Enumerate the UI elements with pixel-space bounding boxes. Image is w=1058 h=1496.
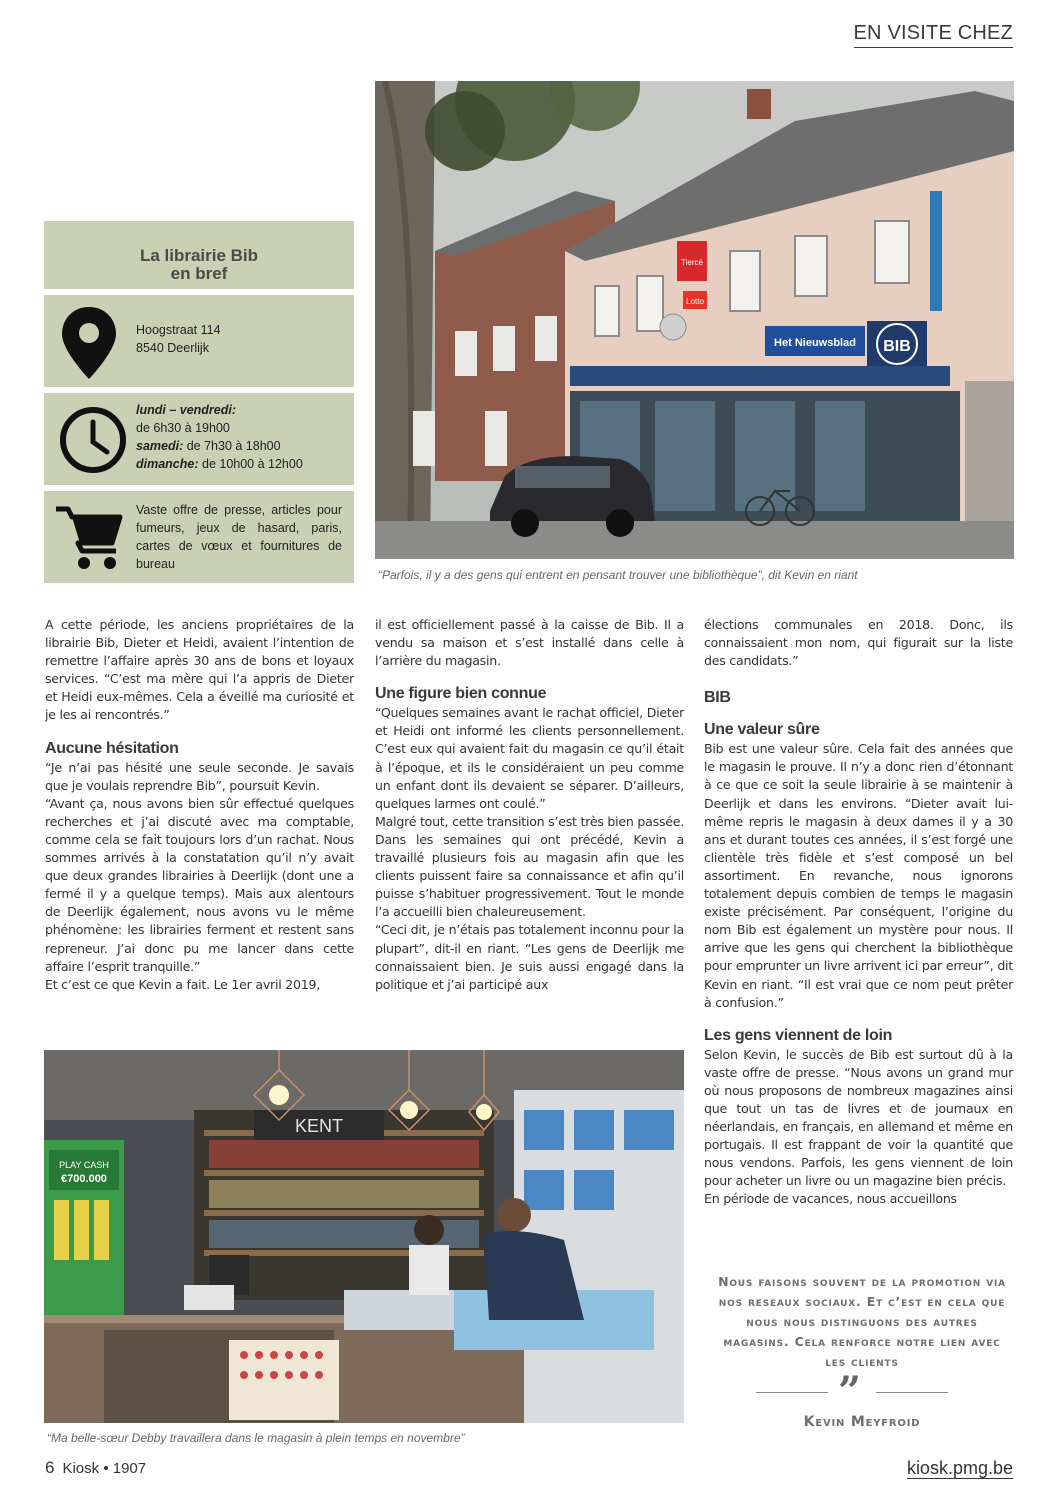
- footer-page-info: [45, 1458, 146, 1478]
- hours-sunday-label: dimanche:: [136, 457, 199, 471]
- col2-paragraph-2: “Quelques semaines avant le rachat officiel, Dieter et Heidi ont informé les clients personnellement. C’est eux qui avaient fait du magasin ce qu’il était à l’époque, et ils le considéraient un peu comme un enfant dont ils devaient se séparer. D’ailleurs, quelques larmes ont coulé.”: [375, 705, 684, 811]
- prize-sign: €700.000: [61, 1173, 107, 1185]
- col3-heading-2: Les gens viennent de loin: [704, 1026, 893, 1044]
- page-number: 6: [45, 1458, 55, 1477]
- col2-paragraph-4: “Ceci dit, je n’étais pas totalement inconnu pour la plupart”, dit-il en riant. “Les gens de Deerlijk me connaissaient bien. Je suis aussi engagé dans la politique et j’ai participé aux: [375, 922, 684, 992]
- col3-heading-1: Une valeur sûre: [704, 721, 820, 739]
- hours-saturday-label: samedi:: [136, 439, 184, 453]
- offer-text: Vaste offre de presse, articles pour fumeurs, jeux de hasard, paris, cartes de vœux et fournitures de bureau: [136, 503, 342, 571]
- storefront-caption: “Parfois, il y a des gens qui entrent en pensant trouver une bibliothèque”, dit Kevin en riant: [378, 568, 858, 582]
- hours-weekdays-label: lundi – vendredi:: [136, 403, 237, 417]
- magazine-issue: Kiosk • 1907: [62, 1460, 147, 1477]
- info-box: [44, 221, 354, 583]
- col3-paragraph-1: élections communales en 2018. Donc, ils connaissaient mon nom, qui figurait sur la liste des candidats.”: [704, 617, 1013, 669]
- col2-paragraph-3: Malgré tout, cette transition s’est très bien passée. Dans les semaines qui ont précédé, Kevin a travaillé plusieurs fois au magasin afin que les clients puissent faire sa connaissance et afin qu’il puisse s’habituer progressivement. Tout le monde l’a accueilli bien chaleureusement.: [375, 813, 684, 920]
- col3-paragraph-3: Selon Kevin, le succès de Bib est surtout dû à la vaste offre de presse. “Nous avons un grand mur où nous proposons de nombreux magazines ainsi que tout un tas de livres et de journaux en néerlandais, en français, en allemand et même en portugais. Il est frappant de voir la quantité que nous vendons. Parfois, les gens viennent de loin pour acheter un livre ou un magazine bien précis.: [704, 1046, 1013, 1189]
- article-column-1: [45, 616, 354, 994]
- address-block: [44, 295, 354, 387]
- hours-block: [44, 393, 354, 485]
- tierce-sign: Tiercé: [681, 258, 703, 267]
- info-title-line2: en bref: [170, 264, 228, 283]
- article-column-3: [704, 616, 1013, 1209]
- shopping-cart-icon: [54, 503, 126, 575]
- shop-interior-caption: “Ma belle-sœur Debby travaillera dans le magasin à plein temps en novembre”: [47, 1431, 465, 1445]
- col1-heading-1: Aucune hésitation: [45, 739, 179, 757]
- hours-saturday: de 7h30 à 18h00: [183, 439, 281, 453]
- address-street: Hoogstraat 114: [136, 323, 221, 337]
- col3-paragraph-4: En période de vacances, nous accueillons: [704, 1191, 957, 1207]
- hours-weekdays: de 6h30 à 19h00: [136, 421, 230, 435]
- het-nieuwsblad-sign: Het Nieuwsblad: [774, 337, 856, 349]
- website-link[interactable]: kiosk.pmg.be: [906, 1458, 1013, 1478]
- info-title-line1: La librairie Bib: [139, 246, 259, 265]
- col1-paragraph-3: “Avant ça, nous avons bien sûr effectué quelques recherches et j’ai discuté avec ma comptable, comme cela se fait toujours lors d’un rachat. Nous sommes arrivés à la constatation qu’il n’y avait que deux grandes librairies à Deerlijk (dont une a fermé il y a quelque temps). Mais aux alentours de Deerlijk également, nous avons vu le même phénomène: les librairies ferment et restent sans repreneur. J’ai donc pu me lancer dans cette affaire l’esprit tranquille.”: [45, 795, 354, 974]
- shop-interior-photo: [44, 1050, 684, 1423]
- pull-quote: Nous faisons souvent de la promotion via nos reseaux sociaux. Et c’est en cela que nous nous distinguons des autres magasins. Cela renforce notre lien avec les clients: [718, 1274, 1006, 1369]
- quote-author: Kevin Meyfroid: [803, 1414, 921, 1430]
- bib-sign: BIB: [883, 338, 911, 355]
- col3-heading-bib: BIB: [704, 689, 731, 707]
- col1-paragraph-1: A cette période, les anciens propriétaires de la librairie Bib, Dieter et Heidi, avaient l’intention de remettre l’affaire après 30 ans de bons et loyaux services. “C’est ma mère qui l’a appris de Dieter et Heidi eux-mêmes. Cela a éveillé ma curiosité et je les ai rencontrés.”: [45, 617, 354, 723]
- section-label: EN VISITE CHEZ: [854, 22, 1014, 48]
- article-column-2: [375, 616, 684, 994]
- playcash-sign: PLAY CASH: [59, 1160, 109, 1170]
- storefront-photo: [375, 81, 1014, 559]
- clock-icon: [57, 404, 129, 476]
- col1-paragraph-4: Et c’est ce que Kevin a fait. Le 1er avril 2019,: [45, 976, 320, 992]
- col1-paragraph-2: “Je n’ai pas hésité une seule seconde. Je savais que je voulais reprendre Bib”, poursuit Kevin.: [45, 759, 354, 793]
- location-pin-icon: [54, 303, 124, 383]
- address-city: 8540 Deerlijk: [136, 341, 209, 355]
- quote-divider-right: [876, 1392, 948, 1393]
- kent-sign: KENT: [294, 1116, 344, 1136]
- lotto-sign: Lotto: [686, 297, 704, 306]
- info-box-title: [44, 221, 354, 289]
- col3-paragraph-2: Bib est une valeur sûre. Cela fait des années que le magasin le prouve. Il n’y a donc rien d’étonnant à ce que ce soit la seule librairie à se maintenir à Deerlijk et dans les environs. “Dieter avait lui-même repris le magasin à deux dames il y a 30 ans et durant toutes ces années, il s’est forgé une clientèle très fidèle et s’est composé un bel assortiment. En revanche, nous ignorons totalement depuis combien de temps le magasin existe précisément. Par conséquent, l’origine du nom Bib est également un mystère pour nous. Il arrive que les gens qui cherchent la bibliothèque pour emprunter un livre arrivent ici par erreur”, dit Kevin en riant. “Il est vrai que ce nom peut prêter à confusion.”: [704, 741, 1013, 1010]
- col2-paragraph-1: il est officiellement passé à la caisse de Bib. Il a vendu sa maison et s’est installé dans celle à l’arrière du magasin.: [375, 617, 684, 669]
- offer-block: [44, 491, 354, 583]
- col2-heading-1: Une figure bien connue: [375, 685, 547, 703]
- hours-sunday: de 10h00 à 12h00: [198, 457, 303, 471]
- quote-divider-left: [756, 1392, 828, 1393]
- quote-mark-icon: ”: [838, 1368, 862, 1415]
